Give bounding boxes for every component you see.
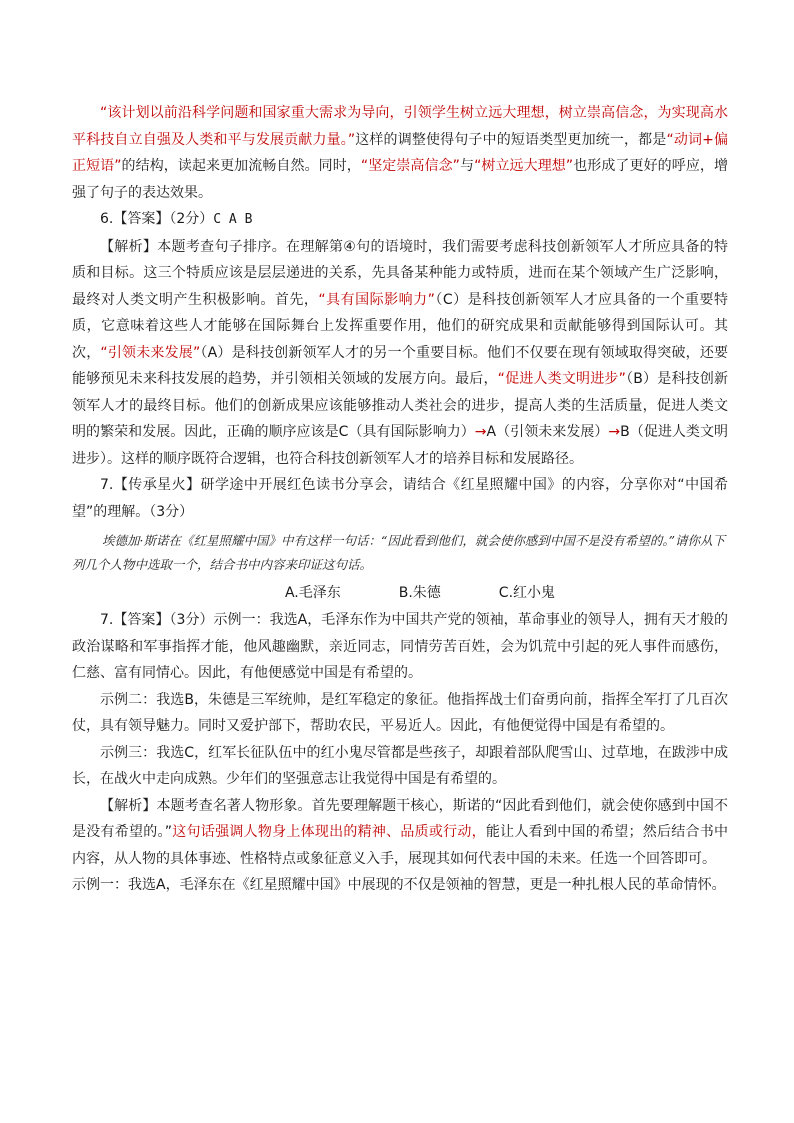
revision-paragraph: “该计划以前沿科学问题和国家重大需求为导向，引领学生树立远大理想，树立崇高信念，为实现高水平科技自立自强及人类和平与发展贡献力量。”这样的调整使得句子中的短语类型更加统一，都是“动词+偏正短语”的结构，读起来更加流畅自然。同时，“坚定崇高信念”与“树立远大理想”也形成了更好的呼应，增强了句子的表达效果。 <box>72 105 728 201</box>
example-2: 示例二：我选B，朱德是三军统帅，是红军稳定的象征。他指挥战士们奋勇向前，指挥全军打了几百次仗，具有领导魅力。同时又爱护部下，帮助农民，平易近人。因此，有他便觉得中国是有希望的。 <box>72 691 728 734</box>
example-1: 示例一：我选A，毛泽东作为中国共产党的领袖，革命事业的领导人，拥有天才般的政治谋略和军事指挥才能，他风趣幽默，亲近同志，同情劳苦百姓，会为饥荒中引起的死人事件而感伤，仁慈、富有同情心。因此，有他便感觉中国是有希望的。 <box>72 612 729 681</box>
question-number: 6. <box>100 211 114 227</box>
points: （3分） <box>169 612 214 628</box>
example-3: 示例三：我选C，红军长征队伍中的红小鬼尽管都是些孩子，却跟着部队爬雪山、过草地，在跋涉中成长，在战火中走向成熟。少年们的坚强意志让我觉得中国是有希望的。 <box>72 744 728 787</box>
q6-answer <box>72 206 728 234</box>
analysis-label: 【解析】 <box>100 238 158 255</box>
q7-analysis-example: 示例一：我选A，毛泽东在《红星照耀中国》中展现的不仅是领袖的智慧，更是一种扎根人民的革命情怀。 <box>72 877 726 893</box>
question-text: 研学途中开展红色读书分享会，请结合《红星照耀中国》的内容，分享你对“中国希望”的理解。（3分） <box>72 477 728 520</box>
q6-analysis: 【解析】本题考查句子排序。在理解第④句的语境时，我们需要考虑科技创新领军人才所应具备的特质和目标。这三个特质应该是层层递进的关系，先具备某种能力或特质，进而在某个领域产生广泛影响，最终对人类文明产生积极影响。首先，“具有国际影响力”（C）是科技创新领军人才应具备的一个重要特质，它意味着这些人才能够在国际舞台上发挥重要作用，他们的研究成果和贡献能够得到国际认可。其次，“引领未来发展”（A）是科技创新领军人才的另一个重要目标。他们不仅要在现有领域取得突破，还要能够预见未来科技发展的趋势，并引领相关领域的发展方向。最后，“促进人类文明进步”（B）是科技创新领军人才的最终目标。他们的创新成果应该能够推动人类社会的进步，提高人类的生活质量，促进人类文明的繁荣和发展。因此，正确的顺序应该是C（具有国际影响力）→A（引领未来发展）→B（促进人类文明进步）。这样的顺序既符合逻辑，也符合科技创新领军人才的培养目标和发展路径。 <box>72 238 729 467</box>
points: （2分） <box>169 211 214 227</box>
answer-label: 【答案】 <box>113 612 170 628</box>
revised-sentence: “该计划以前沿科学问题和国家重大需求为导向，引领学生树立远大理想，树立崇高信念，为实现高水平科技自立自强及人类和平与发展贡献力量。” <box>72 105 728 148</box>
q7-answer <box>72 607 728 687</box>
arrow-icon: → <box>474 424 487 440</box>
q7-analysis: 【解析】本题考查名著人物形象。首先要理解题干核心，斯诺的“因此看到他们，就会使你感到中国不是没有希望的。”这句话强调人物身上体现出的精神、品质或行动，能让人看到中国的希望；然后结合书中内容，从人物的具体事迹、性格特点或象征意义入手，展现其如何代表中国的未来。任选一个回答即可。 <box>72 797 729 867</box>
option-a: A.毛泽东 <box>284 585 341 601</box>
option-b: B.朱德 <box>398 585 441 601</box>
question-number: 7. <box>100 477 114 493</box>
answer-value: C A B <box>213 212 253 227</box>
document-body <box>72 100 728 899</box>
q7-question <box>72 472 728 525</box>
option-c: C.红小鬼 <box>498 585 556 601</box>
q7-options <box>72 579 728 607</box>
q7-quote: 埃德加·斯诺在《红星照耀中国》中有这样一句话：“因此看到他们，就会使你感到中国不是没有希望的。”请你从下列几个人物中选取一个，结合书中内容来印证这句话。 <box>72 533 726 572</box>
answer-label: 【答案】 <box>113 211 170 227</box>
section-label: 【传承星火】 <box>113 477 201 493</box>
arrow-icon: → <box>608 424 621 440</box>
analysis-label: 【解析】 <box>100 797 157 814</box>
question-number: 7. <box>100 612 114 628</box>
